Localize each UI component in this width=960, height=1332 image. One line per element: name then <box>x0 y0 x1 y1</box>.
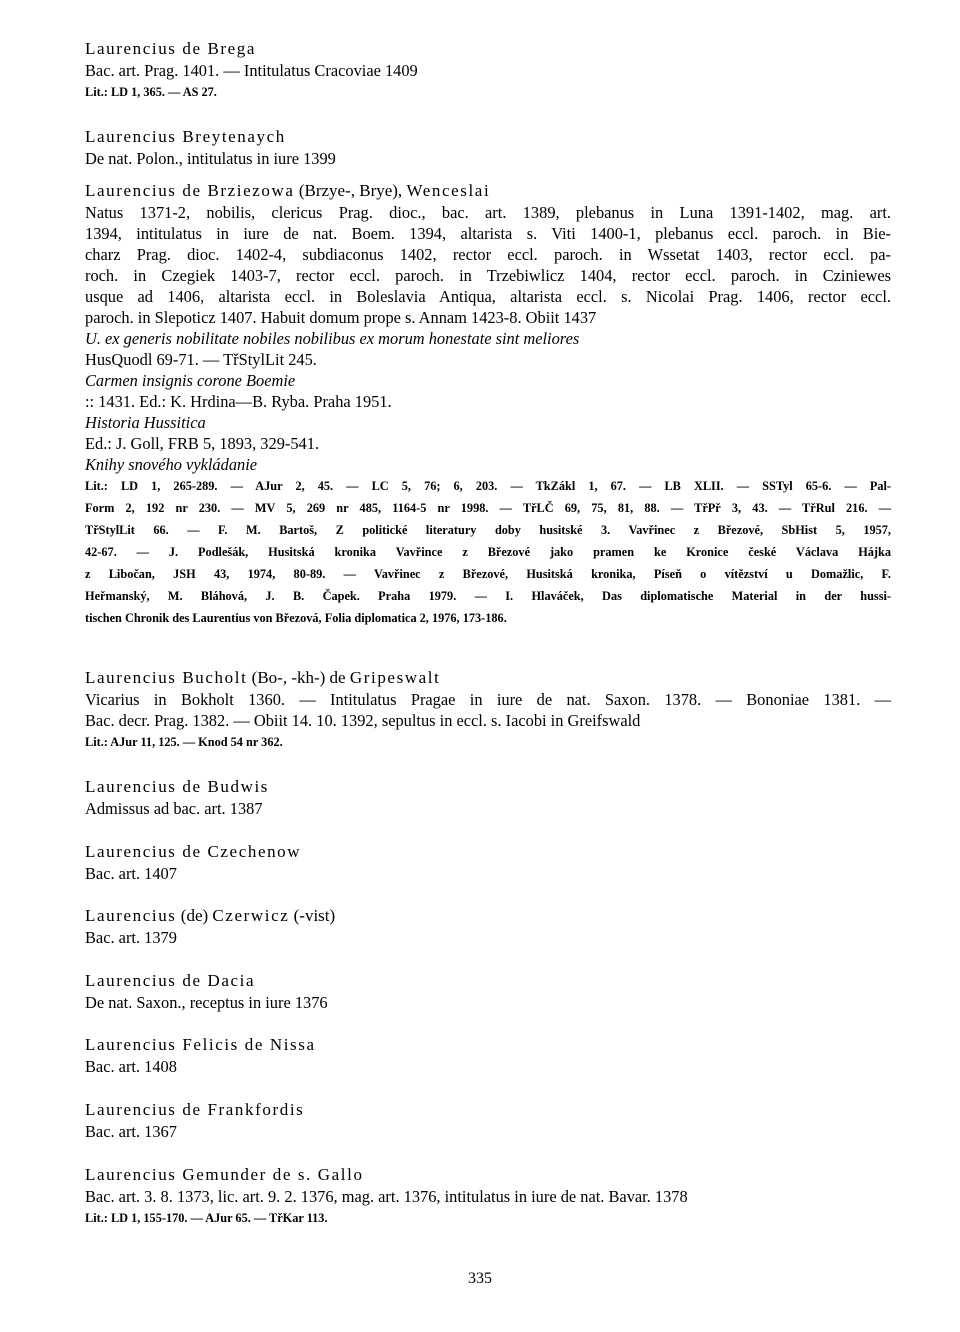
entry-name: Laurencius Felicis de Nissa <box>85 1035 316 1054</box>
entry-laurencius-bucholt <box>85 667 895 753</box>
entry-laurencius-de-czechenow <box>85 841 895 884</box>
literature-line: z Libočan, JSH 43, 1974, 80-89. — Vavřinec z Březové, Husitská kronika, Píseň o vítězství u Domažlic, F. <box>85 567 891 581</box>
entry-text-line: Natus 1371-2, nobilis, clericus Prag. dioc., bac. art. 1389, plebanus in Luna 1391-1402, mag. art. <box>85 203 891 222</box>
entry-laurencius-de-budwis <box>85 776 895 819</box>
literature-line: 42-67. — J. Podlešák, Husitská kronika Vavřince z Březové jako pramen ke Kronice české Václava Hájka <box>85 545 891 559</box>
literature-line: Form 2, 192 nr 230. — MV 5, 269 nr 485, 1164-5 nr 1998. — TřLČ 69, 75, 81, 88. — TřPř 3, 43. — TřRul 216. — <box>85 501 891 515</box>
work-detail: :: 1431. Ed.: K. Hrdina—B. Ryba. Praha 1951. <box>85 392 392 411</box>
literature-line: Lit.: LD 1, 365. — AS 27. <box>85 85 217 99</box>
entry-laurencius-de-brziezowa <box>85 180 895 629</box>
entry-name-suffix: Gripeswalt <box>349 668 441 687</box>
entry-name: Laurencius de Frankfordis <box>85 1100 305 1119</box>
entry-text-line: Bac. art. 1407 <box>85 864 177 883</box>
entry-name-main: Laurencius Bucholt <box>85 668 248 687</box>
work-title: U. ex generis nobilitate nobiles nobilibus ex morum honestate sint meliores <box>85 329 580 348</box>
entry-name-variant: (-vist) <box>289 906 336 925</box>
entry-name: Laurencius de Budwis <box>85 777 270 796</box>
work-detail: Ed.: J. Goll, FRB 5, 1893, 329-541. <box>85 434 320 453</box>
entry-text-line: Vicarius in Bokholt 1360. — Intitulatus Pragae in iure de nat. Saxon. 1378. — Bononiae 1381. — <box>85 690 891 709</box>
entry-text-line: Bac. art. 1367 <box>85 1122 177 1141</box>
entry-name: Laurencius Breytenaych <box>85 127 286 146</box>
entry-name <box>85 180 895 202</box>
entry-name-variant: (Bo-, -kh-) de <box>247 668 350 687</box>
entry-text-line: usque ad 1406, altarista eccl. in Boleslavia Antiqua, altarista eccl. s. Nicolai Prag. 1406, rector eccl. <box>85 287 891 306</box>
entry-name-main: Laurencius de Brziezowa <box>85 181 295 200</box>
entry-name: Laurencius de Dacia <box>85 971 256 990</box>
entry-text-line: charz Prag. dioc. 1402-4, subdiaconus 1402, rector eccl. paroch. in Wssetat 1403, rector eccl. pa- <box>85 245 891 264</box>
entry-text-line: De nat. Polon., intitulatus in iure 1399 <box>85 149 336 168</box>
entry-name-variant: (Brzye-, Brye), <box>294 181 407 200</box>
entry-text-line: Bac. decr. Prag. 1382. — Obiit 14. 10. 1392, sepultus in eccl. s. Iacobi in Greifswald <box>85 711 641 730</box>
entry-name: Laurencius Gemunder de s. Gallo <box>85 1165 364 1184</box>
work-title: Knihy snového vykládanie <box>85 455 258 474</box>
entry-text-line: Admissus ad bac. art. 1387 <box>85 799 263 818</box>
entry-laurencius-breytenaych <box>85 126 895 169</box>
literature-line: Lit.: AJur 11, 125. — Knod 54 nr 362. <box>85 735 283 749</box>
entry-laurencius-de-czerwicz <box>85 905 895 948</box>
entry-name: Laurencius de Brega <box>85 39 257 58</box>
work-detail: HusQuodl 69-71. — TřStylLit 245. <box>85 350 317 369</box>
work-title: Historia Hussitica <box>85 413 206 432</box>
literature-line: Lit.: LD 1, 155-170. — AJur 65. — TřKar 113. <box>85 1211 328 1225</box>
entry-laurencius-felicis-de-nissa <box>85 1034 895 1077</box>
page-number: 335 <box>468 1270 492 1287</box>
entry-name <box>85 667 895 689</box>
entry-name-suffix: Wenceslai <box>406 181 491 200</box>
work-title: Carmen insignis corone Boemie <box>85 371 296 390</box>
entry-text-line: Bac. art. Prag. 1401. — Intitulatus Cracoviae 1409 <box>85 61 418 80</box>
entry-text-line: paroch. in Slepoticz 1407. Habuit domum prope s. Annam 1423-8. Obiit 1437 <box>85 308 597 327</box>
entry-text-line: 1394, intitulatus in iure de nat. Boem. 1394, altarista s. Viti 1400-1, plebanus eccl. paroch. in Bie- <box>85 224 891 243</box>
entry-laurencius-gemunder-de-s-gallo <box>85 1164 895 1229</box>
entry-text-line: Bac. art. 3. 8. 1373, lic. art. 9. 2. 1376, mag. art. 1376, intitulatus in iure de nat. Bavar. 1378 <box>85 1187 688 1206</box>
literature-line: Heřmanský, M. Bláhová, J. B. Čapek. Praha 1979. — I. Hlaváček, Das diplomatische Material in der hussi- <box>85 589 891 603</box>
entry-name-suffix: Czerwicz <box>212 906 290 925</box>
literature-line: TřStylLit 66. — F. M. Bartoš, Z politické literatury doby husitské 3. Vavřinec z Březové, SbHist 5, 1957, <box>85 523 891 537</box>
entry-laurencius-de-dacia <box>85 970 895 1013</box>
entry-name-variant: (de) <box>176 906 213 925</box>
entry-text-line: Bac. art. 1408 <box>85 1057 177 1076</box>
entry-name-main: Laurencius <box>85 906 177 925</box>
entry-laurencius-de-brega <box>85 38 895 103</box>
literature-line: Lit.: LD 1, 265-289. — AJur 2, 45. — LC 5, 76; 6, 203. — TkZákl 1, 67. — LB XLII. — SSTyl 65-6. — Pal- <box>85 479 891 493</box>
literature-line: tischen Chronik des Laurentius von Březová, Folia diplomatica 2, 1976, 173-186. <box>85 611 507 625</box>
entry-name: Laurencius de Czechenow <box>85 842 302 861</box>
entry-text-line: roch. in Czegiek 1403-7, rector eccl. paroch. in Trzebiwlicz 1404, rector eccl. paroch. in Cziniewes <box>85 266 891 285</box>
entry-laurencius-de-frankfordis <box>85 1099 895 1142</box>
entry-name <box>85 905 895 927</box>
entry-text-line: De nat. Saxon., receptus in iure 1376 <box>85 993 328 1012</box>
entry-text-line: Bac. art. 1379 <box>85 928 177 947</box>
